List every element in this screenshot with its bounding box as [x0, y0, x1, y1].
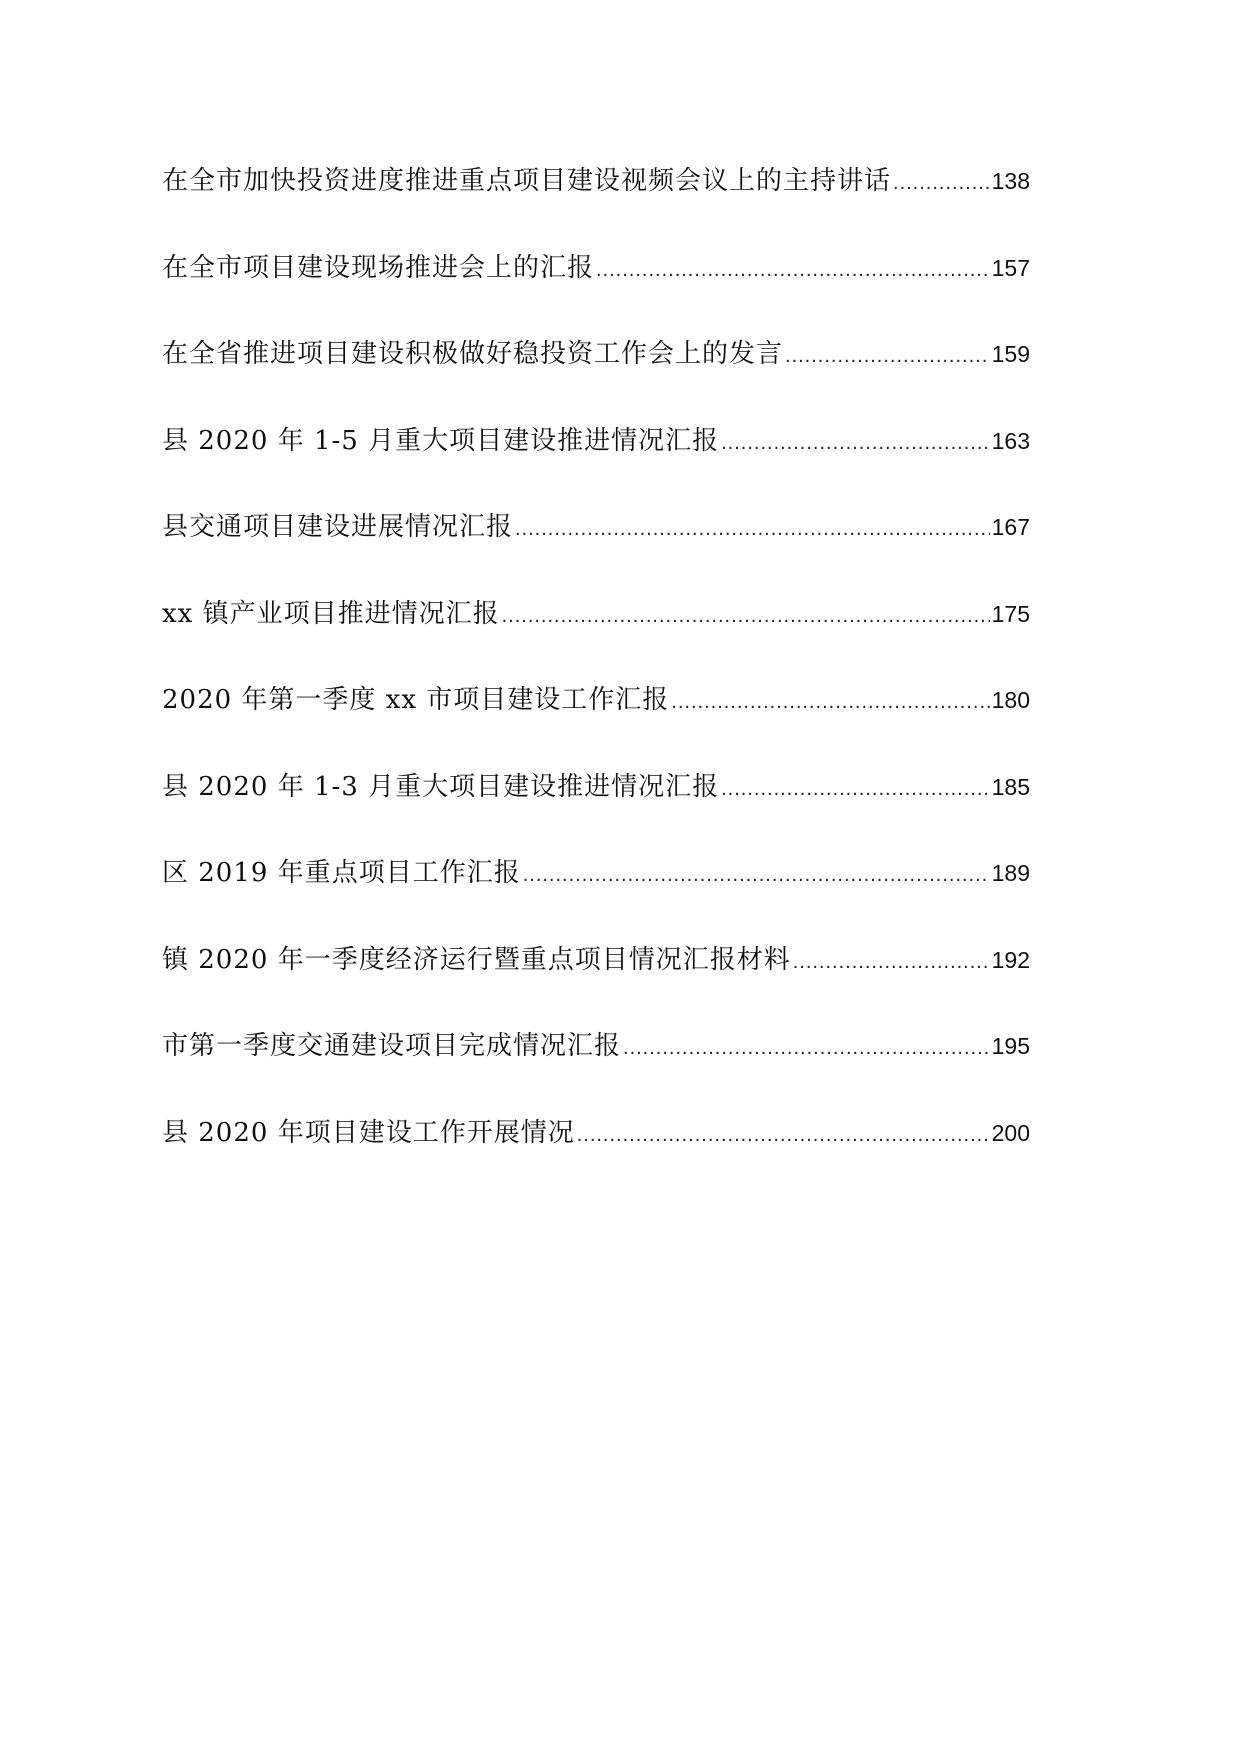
toc-entry-title: 区 2019 年重点项目工作汇报	[162, 858, 521, 888]
toc-entry-page: 192	[991, 946, 1030, 973]
toc-dot-leader	[793, 952, 990, 972]
toc-entry	[162, 944, 1030, 1034]
toc-entry	[162, 252, 1030, 342]
toc-dot-leader	[502, 606, 990, 626]
toc-entry-title: 2020 年第一季度 xx 市项目建设工作汇报	[162, 685, 670, 715]
toc-entry	[162, 598, 1030, 688]
toc-entry-title: 县 2020 年 1-5 月重大项目建设推进情况汇报	[162, 425, 720, 456]
toc-entry-page: 157	[991, 254, 1030, 281]
toc-dot-leader	[623, 1038, 990, 1058]
toc-entry	[162, 1117, 1030, 1207]
toc-dot-leader	[893, 173, 990, 193]
toc-entry	[162, 860, 1030, 947]
toc-entry	[162, 1033, 1030, 1120]
toc-entry-page: 180	[991, 687, 1030, 713]
table-of-contents	[162, 168, 1030, 1206]
toc-dot-leader	[785, 346, 990, 366]
toc-dot-leader	[721, 779, 990, 799]
toc-entry-page: 195	[991, 1033, 1030, 1059]
toc-entry	[162, 168, 1030, 255]
toc-entry-title: xx 镇产业项目推进情况汇报	[162, 598, 500, 629]
toc-entry-page: 163	[991, 427, 1030, 454]
toc-dot-leader	[671, 692, 989, 712]
toc-entry	[162, 341, 1030, 428]
toc-entry	[162, 687, 1030, 774]
toc-entry-page: 200	[991, 1119, 1030, 1146]
toc-entry-title: 市第一季度交通建设项目完成情况汇报	[162, 1031, 622, 1061]
toc-entry-title: 县 2020 年项目建设工作开展情况	[162, 1117, 575, 1148]
toc-entry	[162, 514, 1030, 601]
toc-entry	[162, 425, 1030, 515]
toc-entry-title: 在全市项目建设现场推进会上的汇报	[162, 252, 595, 283]
toc-entry-title: 在全省推进项目建设积极做好稳投资工作会上的发言	[162, 339, 784, 369]
toc-entry-title: 县交通项目建设进展情况汇报	[162, 512, 514, 542]
toc-entry-page: 185	[991, 773, 1030, 800]
toc-entry-title: 在全市加快投资进度推进重点项目建设视频会议上的主持讲话	[162, 166, 892, 196]
toc-dot-leader	[721, 433, 990, 453]
toc-entry-title: 县 2020 年 1-3 月重大项目建设推进情况汇报	[162, 771, 720, 802]
toc-entry-page: 159	[991, 341, 1030, 367]
toc-dot-leader	[523, 865, 990, 885]
toc-dot-leader	[596, 260, 990, 280]
toc-entry-page: 189	[991, 860, 1030, 886]
toc-entry-page: 167	[991, 514, 1030, 540]
toc-entry-page: 138	[991, 168, 1030, 194]
toc-entry	[162, 771, 1030, 861]
toc-dot-leader	[577, 1125, 990, 1145]
toc-entry-page: 175	[991, 600, 1030, 627]
toc-entry-title: 镇 2020 年一季度经济运行暨重点项目情况汇报材料	[162, 944, 791, 975]
toc-dot-leader	[515, 519, 990, 539]
